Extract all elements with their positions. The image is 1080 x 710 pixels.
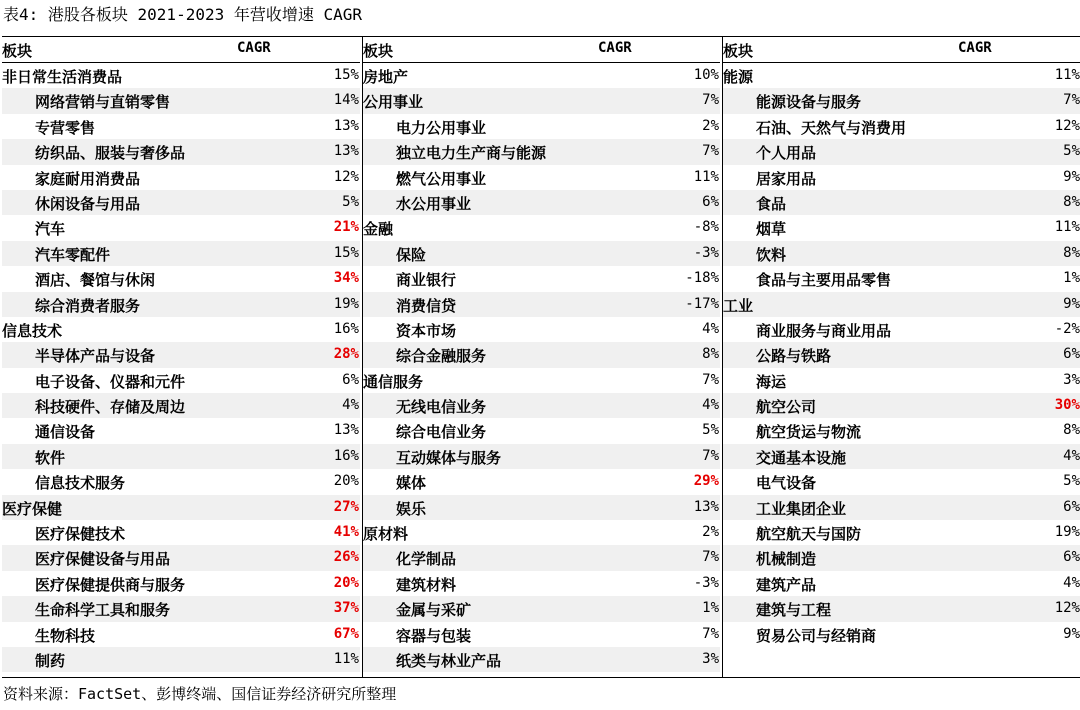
- sector-name: 居家用品: [756, 169, 817, 188]
- sector-name: 航空航天与国防: [756, 525, 862, 544]
- sector-name: 信息技术服务: [35, 474, 126, 493]
- cagr-value: 9%: [1063, 295, 1080, 312]
- sector-name: 石油、天然气与消费用: [756, 118, 907, 137]
- table-row-subsector: [363, 292, 720, 317]
- table-title: 表4: 港股各板块 2021-2023 年营收增速 CAGR: [3, 5, 363, 24]
- table-row-sector: [2, 495, 360, 520]
- cagr-value: 19%: [333, 295, 359, 312]
- sector-name: 贸易公司与经销商: [756, 626, 877, 645]
- sector-name: 航空货运与物流: [756, 423, 862, 442]
- cagr-value: 29%: [693, 473, 719, 490]
- table-row-subsector: [723, 368, 1080, 393]
- sector-name: 半导体产品与设备: [35, 347, 156, 366]
- sector-name: 建筑产品: [756, 575, 817, 594]
- sector-name: 软件: [35, 448, 66, 467]
- cagr-value: 41%: [333, 524, 359, 541]
- cagr-value: 13%: [333, 422, 359, 439]
- sector-name: 医疗保健技术: [35, 525, 126, 544]
- sector-name: 金属与采矿: [396, 601, 472, 620]
- table-row-subsector: [723, 241, 1080, 266]
- cagr-value: 34%: [333, 270, 359, 287]
- table-row-subsector: [723, 190, 1080, 215]
- cagr-value: 16%: [333, 320, 359, 337]
- sector-name: 商业服务与商业用品: [756, 321, 892, 340]
- cagr-value: -3%: [693, 574, 719, 591]
- cagr-value: 1%: [1063, 270, 1080, 287]
- table-row-subsector: [363, 571, 720, 596]
- table-row-subsector: [363, 190, 720, 215]
- table-row-sector: [363, 368, 720, 393]
- sector-name: 汽车: [35, 220, 66, 239]
- cagr-value: -17%: [685, 295, 719, 312]
- table-row-subsector: [723, 520, 1080, 545]
- table-row-subsector: [363, 418, 720, 443]
- table-row-subsector: [2, 342, 360, 367]
- table-row-subsector: [2, 545, 360, 570]
- table-row-subsector: [723, 139, 1080, 164]
- source-note: 资料来源：FactSet、彭博终端、国信证券经济研究所整理: [3, 685, 397, 703]
- cagr-value: 4%: [702, 320, 719, 337]
- sector-name: 娱乐: [396, 499, 427, 518]
- cagr-value: 5%: [702, 422, 719, 439]
- sector-name: 综合金融服务: [396, 347, 487, 366]
- cagr-value: 37%: [333, 600, 359, 617]
- sector-name: 建筑材料: [396, 575, 457, 594]
- sector-name: 工业集团企业: [756, 499, 847, 518]
- sector-name: 原材料: [363, 525, 409, 544]
- sector-name: 医疗保健提供商与服务: [35, 575, 186, 594]
- cagr-value: 8%: [1063, 244, 1080, 261]
- table-row-subsector: [2, 241, 360, 266]
- cagr-value: 3%: [1063, 371, 1080, 388]
- sector-name: 资本市场: [396, 321, 457, 340]
- table-row-subsector: [723, 469, 1080, 494]
- sector-name: 烟草: [756, 220, 787, 239]
- table-row-subsector: [723, 418, 1080, 443]
- sector-name: 休闲设备与用品: [35, 194, 141, 213]
- header-cagr: CAGR: [958, 40, 992, 56]
- cagr-value: 27%: [333, 498, 359, 515]
- cagr-value: 8%: [702, 346, 719, 363]
- cagr-value: 11%: [1054, 219, 1080, 236]
- cagr-value: 7%: [702, 92, 719, 109]
- table-row-subsector: [363, 469, 720, 494]
- sector-name: 生物科技: [35, 626, 96, 645]
- table-row-subsector: [723, 596, 1080, 621]
- table-row-subsector: [363, 317, 720, 342]
- table-row-subsector: [2, 114, 360, 139]
- table-row-subsector: [363, 596, 720, 621]
- table-row-subsector: [363, 241, 720, 266]
- header-sector: 板块: [723, 42, 754, 60]
- table-row-subsector: [723, 266, 1080, 291]
- cagr-value: 15%: [333, 67, 359, 83]
- table-column-1: [2, 37, 360, 677]
- column-header: [2, 37, 360, 63]
- column-header: [723, 37, 1080, 63]
- header-sector: 板块: [363, 42, 394, 60]
- cagr-value: 4%: [702, 397, 719, 414]
- sector-name: 纺织品、服装与奢侈品: [35, 144, 186, 163]
- sector-name: 网络营销与直销零售: [35, 93, 171, 112]
- cagr-value: 6%: [1063, 549, 1080, 566]
- cagr-value: 7%: [1063, 92, 1080, 109]
- cagr-value: 5%: [342, 193, 359, 210]
- table-row-subsector: [723, 571, 1080, 596]
- table-row-subsector: [2, 190, 360, 215]
- cagr-value: 7%: [702, 625, 719, 642]
- table-row-subsector: [723, 114, 1080, 139]
- table-row-subsector: [2, 215, 360, 240]
- table-column-2: [362, 37, 720, 677]
- sector-name: 酒店、餐馆与休闲: [35, 271, 156, 290]
- sector-name: 综合消费者服务: [35, 296, 141, 315]
- cagr-value: 14%: [333, 92, 359, 109]
- cagr-value: 11%: [333, 650, 359, 667]
- cagr-value: 12%: [333, 168, 359, 185]
- sector-name: 公用事业: [363, 93, 424, 112]
- sector-name: 海运: [756, 372, 787, 391]
- sector-name: 交通基本设施: [756, 448, 847, 467]
- cagr-value: 6%: [702, 193, 719, 210]
- table-row-subsector: [363, 622, 720, 647]
- cagr-value: 20%: [333, 473, 359, 490]
- header-sector: 板块: [2, 42, 33, 60]
- sector-name: 专营零售: [35, 118, 96, 137]
- sector-name: 电力公用事业: [396, 118, 487, 137]
- table-row-subsector: [723, 495, 1080, 520]
- cagr-value: -3%: [693, 244, 719, 261]
- cagr-value: 4%: [342, 397, 359, 414]
- sector-name: 航空公司: [756, 398, 817, 417]
- sector-name: 公路与铁路: [756, 347, 832, 366]
- sector-name: 电气设备: [756, 474, 817, 493]
- cagr-value: 1%: [702, 600, 719, 617]
- cagr-value: 7%: [702, 371, 719, 388]
- cagr-value: 13%: [333, 117, 359, 134]
- cagr-value: 28%: [333, 346, 359, 363]
- sector-name: 水公用事业: [396, 194, 472, 213]
- table-row-subsector: [723, 215, 1080, 240]
- cagr-value: 12%: [1054, 600, 1080, 617]
- cagr-value: 6%: [342, 371, 359, 388]
- table-row-subsector: [363, 342, 720, 367]
- sector-name: 建筑与工程: [756, 601, 832, 620]
- sector-name: 制药: [35, 651, 66, 670]
- table-row-subsector: [2, 647, 360, 672]
- table-row-subsector: [2, 165, 360, 190]
- cagr-value: 12%: [1054, 117, 1080, 134]
- cagr-value: 6%: [1063, 346, 1080, 363]
- cagr-value: 8%: [1063, 422, 1080, 439]
- sector-name: 电子设备、仪器和元件: [35, 372, 186, 391]
- table-row-subsector: [2, 418, 360, 443]
- table-row-subsector: [2, 292, 360, 317]
- sector-name: 医疗保健: [2, 499, 63, 518]
- table-row-subsector: [723, 393, 1080, 418]
- table-row-subsector: [363, 545, 720, 570]
- sector-name: 饮料: [756, 245, 787, 264]
- cagr-value: -2%: [1054, 320, 1080, 337]
- table-row-subsector: [2, 266, 360, 291]
- sector-name: 机械制造: [756, 550, 817, 569]
- table-row-subsector: [363, 114, 720, 139]
- table-row-subsector: [723, 317, 1080, 342]
- table-row-subsector: [2, 368, 360, 393]
- sector-name: 容器与包装: [396, 626, 472, 645]
- cagr-value: 13%: [333, 143, 359, 160]
- cagr-value: 9%: [1063, 168, 1080, 185]
- sector-name: 食品与主要用品零售: [756, 271, 892, 290]
- table-row-subsector: [2, 596, 360, 621]
- sector-name: 食品: [756, 194, 787, 213]
- sector-name: 房地产: [363, 68, 409, 86]
- cagr-value: 2%: [702, 524, 719, 541]
- table-row-subsector: [723, 88, 1080, 113]
- sector-name: 独立电力生产商与能源: [396, 144, 547, 163]
- cagr-value: 3%: [702, 650, 719, 667]
- cagr-value: 67%: [333, 625, 359, 642]
- table-row-subsector: [2, 571, 360, 596]
- cagr-value: 11%: [1054, 67, 1080, 83]
- cagr-value: 8%: [1063, 193, 1080, 210]
- sector-name: 金融: [363, 220, 394, 239]
- sector-name: 非日常生活消费品: [2, 68, 123, 86]
- sector-name: 保险: [396, 245, 427, 264]
- sector-name: 通信服务: [363, 372, 424, 391]
- table-column-3: [722, 37, 1080, 677]
- sector-name: 化学制品: [396, 550, 457, 569]
- table-row-sector: [2, 63, 360, 88]
- table-row-subsector: [363, 393, 720, 418]
- cagr-value: 19%: [1054, 524, 1080, 541]
- sector-name: 商业银行: [396, 271, 457, 290]
- cagr-table: [2, 36, 1080, 678]
- cagr-value: 16%: [333, 447, 359, 464]
- sector-name: 个人用品: [756, 144, 817, 163]
- cagr-value: 9%: [1063, 625, 1080, 642]
- table-row-subsector: [723, 545, 1080, 570]
- sector-name: 能源设备与服务: [756, 93, 862, 112]
- sector-name: 无线电信业务: [396, 398, 487, 417]
- cagr-value: 13%: [693, 498, 719, 515]
- sector-name: 综合电信业务: [396, 423, 487, 442]
- cagr-value: 4%: [1063, 447, 1080, 464]
- sector-name: 消费信贷: [396, 296, 457, 315]
- cagr-value: 7%: [702, 143, 719, 160]
- table-row-subsector: [2, 444, 360, 469]
- header-cagr: CAGR: [598, 40, 632, 56]
- cagr-value: 10%: [693, 67, 719, 83]
- table-row-sector: [723, 63, 1080, 88]
- sector-name: 媒体: [396, 474, 427, 493]
- table-row-subsector: [363, 495, 720, 520]
- sector-name: 互动媒体与服务: [396, 448, 502, 467]
- sector-name: 燃气公用事业: [396, 169, 487, 188]
- sector-name: 能源: [723, 68, 754, 86]
- table-row-subsector: [2, 622, 360, 647]
- table-row-subsector: [363, 444, 720, 469]
- table-row-subsector: [723, 165, 1080, 190]
- cagr-value: 21%: [333, 219, 359, 236]
- cagr-value: 26%: [333, 549, 359, 566]
- sector-name: 通信设备: [35, 423, 96, 442]
- cagr-value: -8%: [693, 219, 719, 236]
- table-row-subsector: [2, 520, 360, 545]
- table-row-sector: [363, 88, 720, 113]
- cagr-value: 2%: [702, 117, 719, 134]
- table-row-sector: [363, 520, 720, 545]
- cagr-value: 7%: [702, 447, 719, 464]
- sector-name: 工业: [723, 296, 754, 315]
- table-row-subsector: [363, 647, 720, 672]
- sector-name: 生命科学工具和服务: [35, 601, 171, 620]
- table-row-subsector: [363, 266, 720, 291]
- table-row-sector: [723, 292, 1080, 317]
- cagr-value: 30%: [1054, 397, 1080, 414]
- cagr-value: 4%: [1063, 574, 1080, 591]
- cagr-value: 20%: [333, 574, 359, 591]
- sector-name: 汽车零配件: [35, 245, 111, 264]
- table-row-sector: [363, 215, 720, 240]
- table-row-subsector: [2, 469, 360, 494]
- sector-name: 家庭耐用消费品: [35, 169, 141, 188]
- table-row-subsector: [2, 393, 360, 418]
- column-header: [363, 37, 720, 63]
- cagr-value: -18%: [685, 270, 719, 287]
- table-row-subsector: [2, 139, 360, 164]
- header-cagr: CAGR: [237, 40, 271, 56]
- cagr-value: 7%: [702, 549, 719, 566]
- sector-name: 信息技术: [2, 321, 63, 340]
- sector-name: 科技硬件、存储及周边: [35, 398, 186, 417]
- sector-name: 医疗保健设备与用品: [35, 550, 171, 569]
- table-row-sector: [2, 317, 360, 342]
- table-row-subsector: [363, 165, 720, 190]
- sector-name: 纸类与林业产品: [396, 651, 502, 670]
- table-row-sector: [363, 63, 720, 88]
- cagr-value: 11%: [693, 168, 719, 185]
- table-row-subsector: [723, 622, 1080, 647]
- table-row-subsector: [363, 139, 720, 164]
- cagr-value: 5%: [1063, 473, 1080, 490]
- cagr-value: 5%: [1063, 143, 1080, 160]
- table-row-subsector: [723, 444, 1080, 469]
- cagr-value: 15%: [333, 244, 359, 261]
- table-row-subsector: [723, 342, 1080, 367]
- table-row-subsector: [2, 88, 360, 113]
- cagr-value: 6%: [1063, 498, 1080, 515]
